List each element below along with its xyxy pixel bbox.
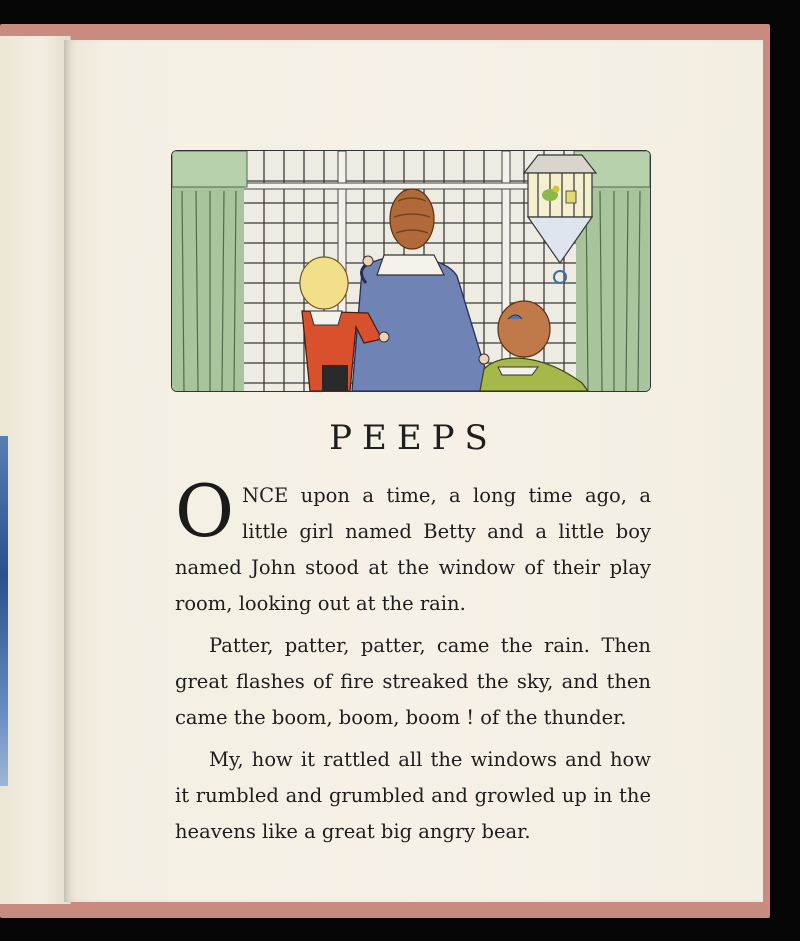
paragraph-1-text: NCE upon a time, a long time ago, a little girl named Betty and a little boy named John stood at the window of their play room, looking out at the rain.	[175, 484, 651, 615]
left-page-edge	[0, 36, 71, 904]
story-text	[175, 469, 651, 856]
drop-cap: O	[175, 469, 235, 553]
children-at-window-illustration	[171, 150, 651, 392]
story-title: PEEPS	[329, 418, 498, 458]
paragraph-1	[175, 469, 651, 622]
paragraph-2: Patter, patter, patter, came the rain. Then great flashes of fire streaked the sky, and then came the boom, boom, boom ! of the thunder.	[175, 634, 651, 729]
paragraph-3: My, how it rattled all the windows and how it rumbled and grumbled and growled up in the heavens like a great big angry bear.	[175, 748, 651, 843]
book-page	[64, 40, 763, 902]
left-page-illustration-edge	[0, 436, 8, 786]
